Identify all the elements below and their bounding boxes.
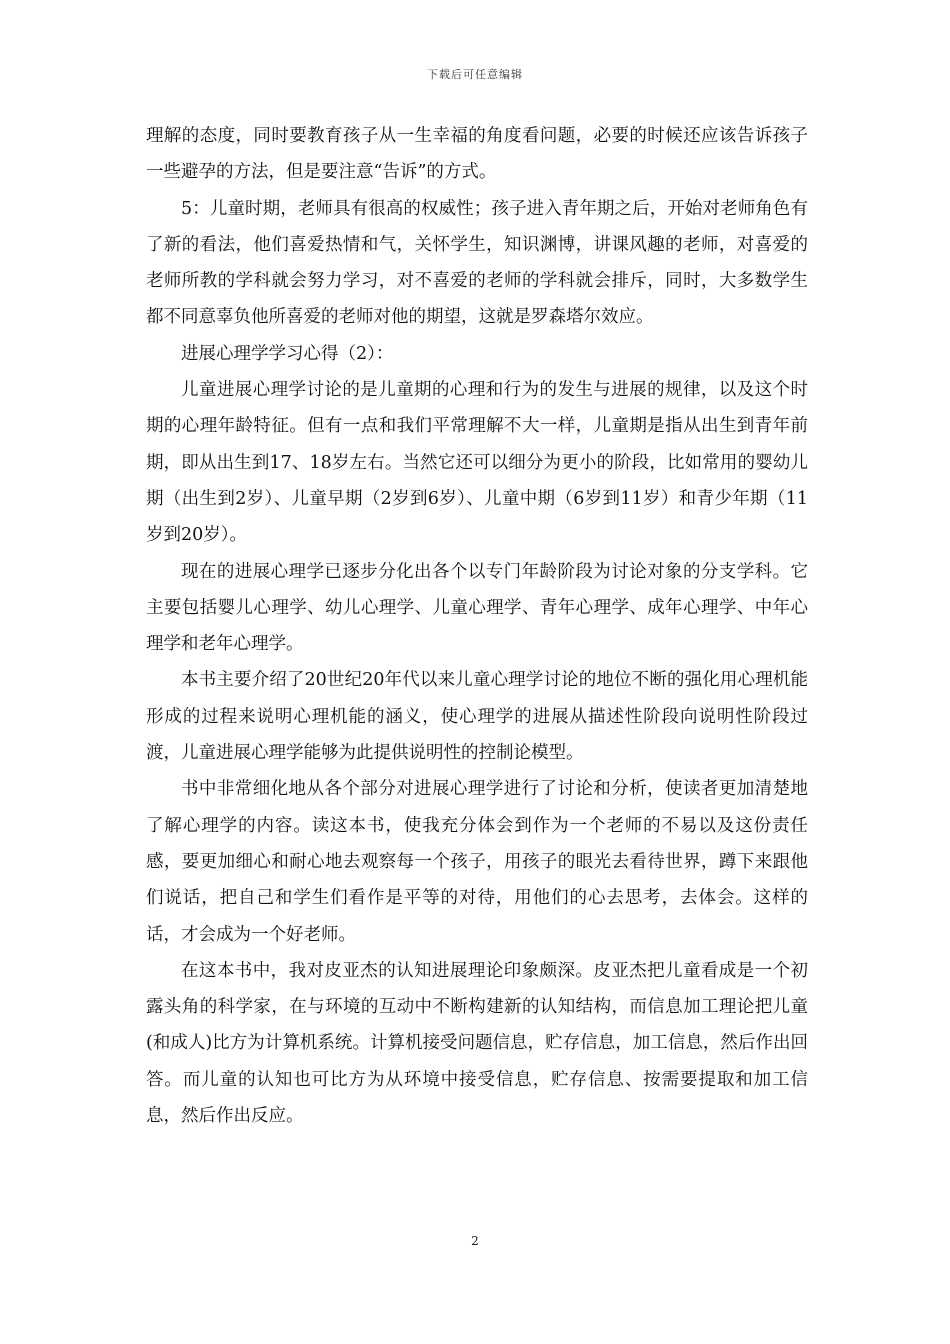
- document-body: [146, 118, 808, 1134]
- paragraph-4: 现在的进展心理学已逐步分化出各个以专门年龄阶段为讨论对象的分支学科。它主要包括婴儿心理学、幼儿心理学、儿童心理学、青年心理学、成年心理学、中年心理学和老年心理学。: [146, 561, 808, 655]
- paragraph-3: 儿童进展心理学讨论的是儿童期的心理和行为的发生与进展的规律，以及这个时期的心理年龄特征。但有一点和我们平常理解不大一样，儿童期是指从出生到青年前期，即从出生到17、18岁左右。当然它还可以细分为更小的阶段，比如常用的婴幼儿期（出生到2岁）、儿童早期（2岁到6岁）、儿童中期（6岁到11岁）和青少年期（11岁到20岁）。: [146, 380, 808, 546]
- section-heading: 进展心理学学习心得（2）：: [181, 343, 394, 364]
- paragraph-2: 5：儿童时期，老师具有很高的权威性；孩子进入青年期之后，开始对老师角色有了新的看法，他们喜爱热情和气，关怀学生，知识渊博，讲课风趣的老师，对喜爱的老师所教的学科就会努力学习，对不喜爱的老师的学科就会排斥，同时，大多数学生都不同意辜负他所喜爱的老师对他的期望，这就是罗森塔尔效应。: [146, 198, 808, 328]
- paragraph-7: 在这本书中，我对皮亚杰的认知进展理论印象颇深。皮亚杰把儿童看成是一个初露头角的科学家，在与环境的互动中不断构建新的认知结构，而信息加工理论把儿童(和成人)比方为计算机系统。计算机接受问题信息，贮存信息，加工信息，然后作出回答。而儿童的认知也可比方为从环境中接受信息，贮存信息、按需要提取和加工信息，然后作出反应。: [146, 960, 808, 1127]
- page-number: 2: [471, 1234, 479, 1248]
- paragraph-1: 理解的态度，同时要教育孩子从一生幸福的角度看问题，必要的时候还应该告诉孩子一些避孕的方法，但是要注意“告诉”的方式。: [146, 126, 808, 183]
- paragraph-6: 书中非常细化地从各个部分对进展心理学进行了讨论和分析，使读者更加清楚地了解心理学的内容。读这本书，使我充分体会到作为一个老师的不易以及这份责任感，要更加细心和耐心地去观察每一个孩子，用孩子的眼光去看待世界，蹲下来跟他们说话，把自己和学生们看作是平等的对待，用他们的心去思考，去体会。这样的话，才会成为一个好老师。: [146, 779, 808, 945]
- paragraph-5: 本书主要介绍了20世纪20年代以来儿童心理学讨论的地位不断的强化用心理机能形成的过程来说明心理机能的涵义，使心理学的进展从描述性阶段向说明性阶段过渡，儿童进展心理学能够为此提供说明性的控制论模型。: [146, 670, 808, 764]
- page-header: 下载后可任意编辑: [427, 68, 523, 81]
